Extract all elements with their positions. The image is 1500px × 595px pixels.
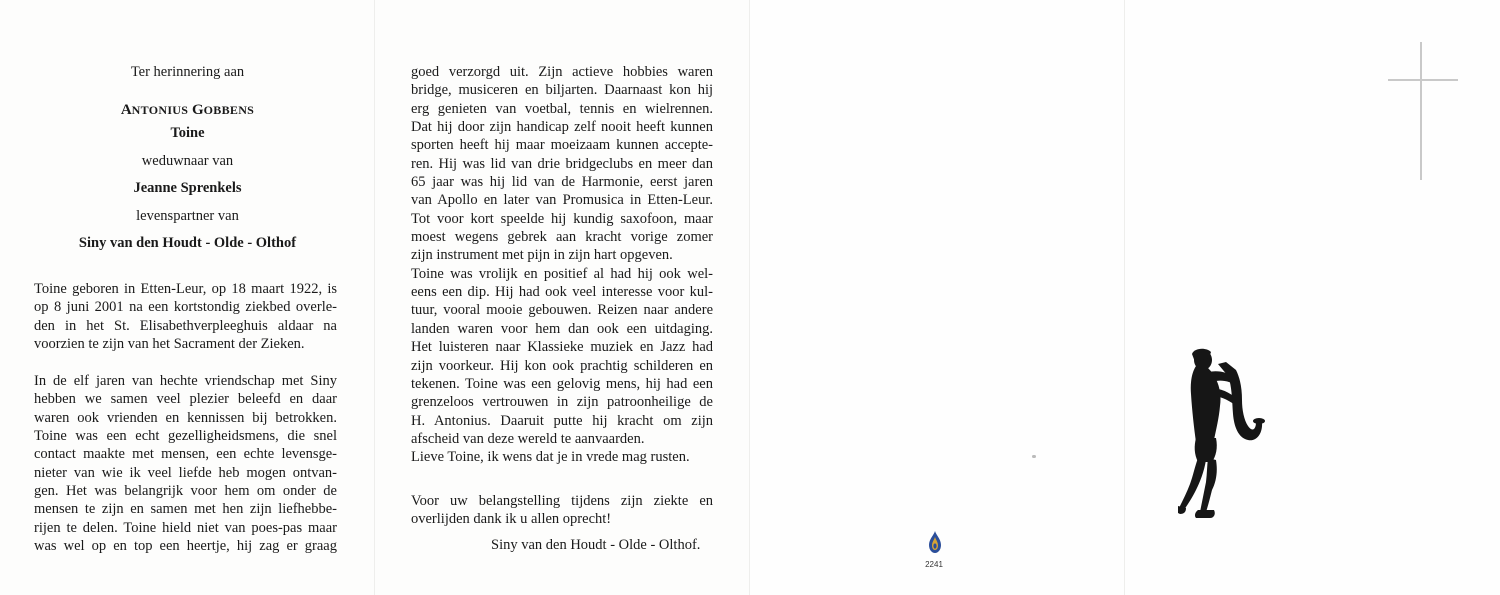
text-line: gen. Het was belangrijk voor hem om onder de	[34, 483, 337, 500]
signature: Siny van den Houdt - Olde - Olthof.	[491, 537, 701, 553]
spouse-name: Jeanne Sprenkels	[133, 180, 242, 196]
text-line: mensen te zijn en samen met hen zijn liefhebbe-	[34, 501, 337, 518]
text-line: zijn instrument met pijn in zijn hart opgeven.	[411, 247, 673, 264]
text-line: voorzien te zijn van het Sacrament der Zieken.	[34, 336, 305, 353]
text-line: ren. Hij was lid van drie bridgeclubs en meer dan	[411, 155, 713, 172]
widower-label: weduwnaar van	[141, 153, 234, 169]
text-line: sporten heeft hij maar moeizaam kunnen accepte-	[411, 137, 713, 154]
partner-label: levenspartner van	[136, 208, 239, 224]
cross-icon	[1420, 42, 1422, 180]
text-line: waren ook vrienden en kennissen bij betrokken.	[34, 409, 337, 426]
text-line: bridge, musiceren en biljarten. Daarnaast kon hij	[411, 82, 713, 99]
text-line: eens een dip. Hij had ook veel interesse voor kul-	[411, 284, 713, 301]
text-line: tuur, vooral mooie gebouwen. Reizen naar andere	[411, 302, 713, 319]
text-line: contact maakte met mensen, een echte levensge-	[34, 446, 337, 463]
text-line: In de elf jaren van hechte vriendschap met Siny	[34, 373, 337, 389]
text-line: grenzeloos vertrouwen in zijn patroonheilige de	[411, 394, 713, 411]
name-first-rest: NTONIUS	[131, 103, 189, 117]
text-line: 65 jaar was hij lid van de Harmonie, eerst jaren	[411, 174, 713, 191]
text-line: Toine was een echt gezelligheidsmens, die snel	[34, 428, 337, 445]
text-line: H. Antonius. Daaruit putte hij kracht om zijn	[411, 412, 713, 429]
card-panel-center-left	[375, 0, 750, 595]
thanks-paragraph	[411, 492, 713, 529]
text-line: rijen te delen. Toine hield niet van poes-pas maar	[34, 519, 337, 536]
text-line: op 8 juni 2001 na een kortstondig ziekbed overle-	[34, 299, 337, 316]
text-line: afscheid van deze wereld te aanvaarden.	[411, 430, 645, 447]
text-line: nieter van wie ik veel liefde heb mogen ontvan-	[34, 464, 337, 481]
text-line: goed verzorgd uit. Zijn actieve hobbies waren	[411, 64, 713, 80]
text-line: Toine was vrolijk en positief al had hij ook wel-	[411, 265, 713, 282]
print-code: 2241	[925, 560, 943, 569]
biography-paragraph-2	[34, 372, 337, 555]
card-panel-center-right	[750, 0, 1125, 595]
cross-icon-bar	[1388, 79, 1458, 81]
name-first-initial: A	[120, 102, 132, 118]
biography-continued-paragraph	[411, 63, 713, 467]
paper-speck	[1032, 455, 1036, 458]
text-line: overlijden dank ik u allen oprecht!	[411, 511, 612, 528]
text-line: den in het St. Elisabethverpleeghuis aldaar na	[34, 317, 337, 334]
card-panel-left	[0, 0, 375, 595]
text-line: Dat hij door zijn handicap zelf nooit heeft kunnen	[411, 119, 713, 136]
text-line: Het luisteren naar Klassieke muziek en Jazz had	[411, 339, 713, 356]
printer-logo-icon	[927, 531, 943, 555]
text-line: erg genieten van voetbal, tennis en wielrennen.	[411, 100, 713, 117]
intro-text: Ter herinnering aan	[130, 64, 245, 80]
deceased-name	[0, 100, 375, 120]
saxophone-player-silhouette-icon	[1178, 348, 1268, 520]
text-line: Toine geboren in Etten-Leur, op 18 maart 1922, is	[34, 281, 337, 297]
nickname: Toine	[170, 125, 205, 141]
name-last-rest: OBBENS	[203, 103, 255, 117]
partner-name: Siny van den Houdt - Olde - Olthof	[78, 235, 297, 251]
text-line: van Apollo en later van Promusica in Etten-Leur.	[411, 192, 713, 209]
text-line: landen waren voor hem dan ook een uitdaging.	[411, 320, 713, 337]
biography-paragraph-1	[34, 280, 337, 353]
text-line: Tot voor kort speelde hij kundig saxofoon, maar	[411, 210, 713, 227]
text-line: Voor uw belangstelling tijdens zijn ziekte en	[411, 493, 713, 509]
text-line: Lieve Toine, ik wens dat je in vrede mag rusten.	[411, 449, 690, 466]
text-line: moest wegens gebrek aan kracht vorige zomer	[411, 229, 713, 246]
text-line: hebben we samen veel plezier beleefd en daar	[34, 391, 337, 408]
text-line: tekenen. Toine was een gelovig mens, hij had een	[411, 375, 713, 392]
name-last-initial: G	[192, 102, 204, 118]
text-line: zijn voorkeur. Hij kon ook prachtig schilderen en	[411, 357, 713, 374]
text-line: was wel op en top een heertje, hij zag er graag	[34, 538, 337, 555]
